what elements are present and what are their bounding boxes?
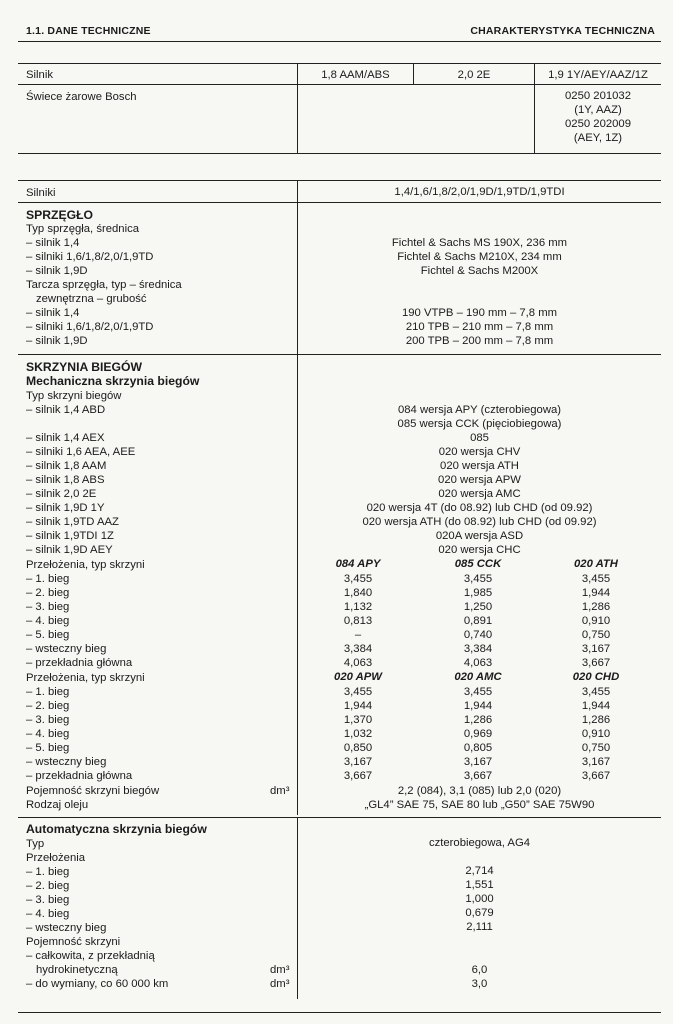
clutch-disc-label: Tarcza sprzęgła, typ – średnica (26, 279, 182, 291)
auto-ratio-label: – 4. bieg (26, 908, 70, 920)
gearbox-type-value: 085 (470, 432, 489, 444)
gearbox-type-label-row: – silnik 1,9TDI 1Z (26, 530, 114, 542)
ratio-value: 3,667 (343, 770, 373, 782)
ratio-row-label: – 3. bieg (26, 714, 70, 726)
auto-ratio-label: – 1. bieg (26, 866, 70, 878)
clutch-type-label: Typ sprzęgła, średnica (26, 223, 140, 235)
ratios-b-head: 020 APW (334, 671, 382, 683)
ratios-b-head: 020 AMC (454, 671, 502, 683)
engine-col-2e: 2,0 2E (457, 69, 491, 81)
ratio-row-label: – 1. bieg (26, 573, 70, 585)
auto-total-label: hydrokinetyczną (36, 964, 118, 976)
ratio-value: 1,944 (463, 700, 493, 712)
engine-label: Silnik (26, 69, 53, 81)
clutch-title: SPRZĘGŁO (26, 208, 94, 222)
gearbox-type-label-row: – silnik 1,9D 1Y (26, 502, 105, 514)
gearbox-type-value: 020 wersja AMC (438, 488, 521, 500)
engine-col-19y: 1,9 1Y/AEY/AAZ/1Z (548, 69, 648, 81)
ratio-row-label: – 4. bieg (26, 728, 70, 740)
chapter-title: CHARAKTERYSTYKA TECHNICZNA (470, 25, 655, 37)
gearbox-type-label-row: – silnik 1,8 ABS (26, 474, 105, 486)
gearbox-subtitle: Mechaniczna skrzynia biegów (26, 374, 200, 388)
disc-row-label: – silnik 1,9D (26, 335, 88, 347)
ratio-value: 0,850 (343, 742, 373, 754)
table1-sub-rule (18, 84, 661, 85)
gearbox-type-label-row: – silnik 2,0 2E (26, 488, 97, 500)
clutch-gearbox-rule (18, 354, 661, 355)
automatic-type-value: czterobiegowa, AG4 (428, 837, 531, 849)
auto-ratio-label: – wsteczny bieg (26, 922, 107, 934)
ratio-value: 3,667 (581, 657, 611, 669)
header-rule (18, 41, 661, 42)
disc-row-value: 200 TPB – 200 mm – 7,8 mm (405, 335, 554, 347)
gearbox-type-label-row: – silnik 1,9D AEY (26, 544, 113, 556)
ratio-value: 1,286 (581, 714, 611, 726)
ratio-value: 1,944 (581, 587, 611, 599)
ratio-value: 1,250 (463, 601, 493, 613)
clutch-row-value: Fichtel & Sachs MS 190X, 236 mm (391, 237, 568, 249)
ratio-value: 4,063 (463, 657, 493, 669)
auto-ratio-label: – 3. bieg (26, 894, 70, 906)
clutch-row-label: – silnik 1,9D (26, 265, 88, 277)
clutch-row-label: – silniki 1,6/1,8/2,0/1,9TD (26, 251, 154, 263)
ratio-value: 0,750 (581, 742, 611, 754)
ratio-value: 1,286 (581, 601, 611, 613)
gearbox-type-value: 020 wersja CHC (438, 544, 521, 556)
ratios-a-label: Przełożenia, typ skrzyni (26, 559, 145, 571)
ratio-value: 1,370 (343, 714, 373, 726)
ratios-a-head: 084 APY (335, 558, 381, 570)
glow-plugs-label: Świece żarowe Bosch (26, 91, 137, 103)
ratios-a-head: 020 ATH (574, 558, 618, 570)
ratio-value: 0,891 (463, 615, 493, 627)
ratio-value: 3,455 (343, 686, 373, 698)
engines-label: Silniki (26, 187, 56, 199)
clutch-row-label: – silnik 1,4 (26, 237, 80, 249)
gearbox-type-value: 085 wersja CCK (pięciobiegowa) (397, 418, 562, 430)
engine-col-aam-abs: 1,8 AAM/ABS (321, 69, 390, 81)
ratio-value: 3,455 (581, 573, 611, 585)
ratio-value: 1,944 (581, 700, 611, 712)
ratio-value: 0,969 (463, 728, 493, 740)
glow-plug-code: 0250 202009 (565, 118, 631, 130)
ratio-value: 3,455 (343, 573, 373, 585)
ratio-row-label: – 2. bieg (26, 700, 70, 712)
ratio-row-label: – przekładnia główna (26, 770, 133, 782)
automatic-type-label: Typ (26, 838, 45, 850)
automatic-title: Automatyczna skrzynia biegów (26, 822, 207, 836)
automatic-ratios-label: Przełożenia (26, 852, 86, 864)
ratios-b-head: 020 CHD (572, 671, 620, 683)
glow-plug-engines: (AEY, 1Z) (573, 132, 623, 144)
auto-ratio-value: 1,000 (465, 893, 494, 905)
auto-ratio-value: 0,679 (465, 907, 494, 919)
gearbox-type-label-row: – silnik 1,4 AEX (26, 432, 105, 444)
gearbox-type-label-row: – silnik 1,9TD AAZ (26, 516, 119, 528)
ratio-value: 0,813 (343, 615, 373, 627)
glow-plug-code: 0250 201032 (565, 90, 631, 102)
gearbox-type-value: 084 wersja APY (czterobiegowa) (397, 404, 562, 416)
disc-row-label: – silniki 1,6/1,8/2,0/1,9TD (26, 321, 154, 333)
ratio-value: 4,063 (343, 657, 373, 669)
gearbox-type-label: Typ skrzyni biegów (26, 390, 122, 402)
ratio-value: 3,384 (343, 643, 373, 655)
auto-ratio-label: – 2. bieg (26, 880, 70, 892)
oil-type-label: Rodzaj oleju (26, 799, 89, 811)
gearbox-capacity-unit: dm³ (270, 785, 290, 797)
auto-change-value: 3,0 (471, 978, 488, 990)
clutch-disc-label: zewnętrzna – grubość (36, 293, 147, 305)
ratio-value: 3,167 (581, 756, 611, 768)
ratio-value: 3,455 (463, 573, 493, 585)
table2-header-rule (18, 202, 661, 203)
gearbox-type-value: 020 wersja ATH (440, 460, 519, 472)
auto-total-unit: dm³ (270, 964, 290, 976)
gearbox-type-value: 020 wersja CHV (438, 446, 521, 458)
auto-total-label: – całkowita, z przekładnią (26, 950, 155, 962)
gearbox-capacity-label: Pojemność skrzyni biegów (26, 785, 160, 797)
disc-row-label: – silnik 1,4 (26, 307, 80, 319)
ratio-value: 1,840 (343, 587, 373, 599)
auto-change-unit: dm³ (270, 978, 290, 990)
ratio-value: 3,167 (581, 643, 611, 655)
ratio-row-label: – 4. bieg (26, 615, 70, 627)
gearbox-type-value: 020 wersja 4T (do 08.92) lub CHD (od 09.92) (366, 502, 593, 514)
ratio-value: 1,032 (343, 728, 373, 740)
ratio-value: 3,384 (463, 643, 493, 655)
ratio-value: 3,455 (581, 686, 611, 698)
ratio-value: 1,944 (343, 700, 373, 712)
ratios-b-label: Przełożenia, typ skrzyni (26, 672, 145, 684)
gearbox-type-value: 020 wersja APW (438, 474, 521, 486)
ratio-value: 3,667 (581, 770, 611, 782)
auto-ratio-value: 2,714 (465, 865, 494, 877)
ratios-a-head: 085 CCK (454, 558, 502, 570)
auto-change-label: – do wymiany, co 60 000 km (26, 978, 169, 990)
clutch-row-value: Fichtel & Sachs M200X (420, 265, 539, 277)
ratio-value: 3,667 (463, 770, 493, 782)
ratio-row-label: – wsteczny bieg (26, 756, 107, 768)
ratio-value: 3,167 (463, 756, 493, 768)
table1-top-rule (18, 63, 661, 64)
ratio-row-label: – 5. bieg (26, 742, 70, 754)
auto-ratio-value: 1,551 (465, 879, 494, 891)
ratio-row-label: – 3. bieg (26, 601, 70, 613)
ratio-value: 0,740 (463, 629, 493, 641)
disc-row-value: 190 VTPB – 190 mm – 7,8 mm (401, 307, 558, 319)
gearbox-automatic-rule (18, 817, 661, 818)
ratio-value: 0,910 (581, 728, 611, 740)
auto-capacity-label: Pojemność skrzyni (26, 936, 121, 948)
engines-value: 1,4/1,6/1,8/2,0/1,9D/1,9TD/1,9TDI (394, 186, 565, 198)
gearbox-capacity-value: 2,2 (084), 3,1 (085) lub 2,0 (020) (397, 785, 562, 797)
gearbox-type-label-row: – silnik 1,8 AAM (26, 460, 107, 472)
table1-bottom-rule (18, 153, 661, 154)
section-number-title: 1.1. DANE TECHNICZNE (26, 25, 151, 37)
gearbox-type-value: 020A wersja ASD (435, 530, 524, 542)
table2-top-rule (18, 180, 661, 181)
ratio-value: 0,750 (581, 629, 611, 641)
auto-ratio-value: 2,111 (466, 921, 493, 933)
ratio-value: 1,132 (343, 601, 373, 613)
ratio-value: 1,286 (463, 714, 493, 726)
disc-row-value: 210 TPB – 210 mm – 7,8 mm (405, 321, 554, 333)
bottom-rule (18, 1012, 661, 1013)
ratio-row-label: – 2. bieg (26, 587, 70, 599)
oil-type-value: „GL4” SAE 75, SAE 80 lub „G50” SAE 75W90 (364, 799, 595, 811)
ratio-value: – (354, 629, 362, 641)
ratio-row-label: – wsteczny bieg (26, 643, 107, 655)
ratio-row-label: – 5. bieg (26, 629, 70, 641)
auto-total-value: 6,0 (471, 964, 488, 976)
gearbox-type-label-row: – silniki 1,6 AEA, AEE (26, 446, 136, 458)
ratio-value: 3,455 (463, 686, 493, 698)
ratio-value: 0,910 (581, 615, 611, 627)
ratio-value: 3,167 (343, 756, 373, 768)
ratio-row-label: – 1. bieg (26, 686, 70, 698)
clutch-row-value: Fichtel & Sachs M210X, 234 mm (397, 251, 562, 263)
gearbox-title: SKRZYNIA BIEGÓW (26, 360, 143, 374)
glow-plug-engines: (1Y, AAZ) (574, 104, 622, 116)
gearbox-type-value: 020 wersja ATH (do 08.92) lub CHD (od 09.92) (362, 516, 597, 528)
ratio-value: 0,805 (463, 742, 493, 754)
ratio-value: 1,985 (463, 587, 493, 599)
ratio-row-label: – przekładnia główna (26, 657, 133, 669)
gearbox-type-label-row: – silnik 1,4 ABD (26, 404, 106, 416)
